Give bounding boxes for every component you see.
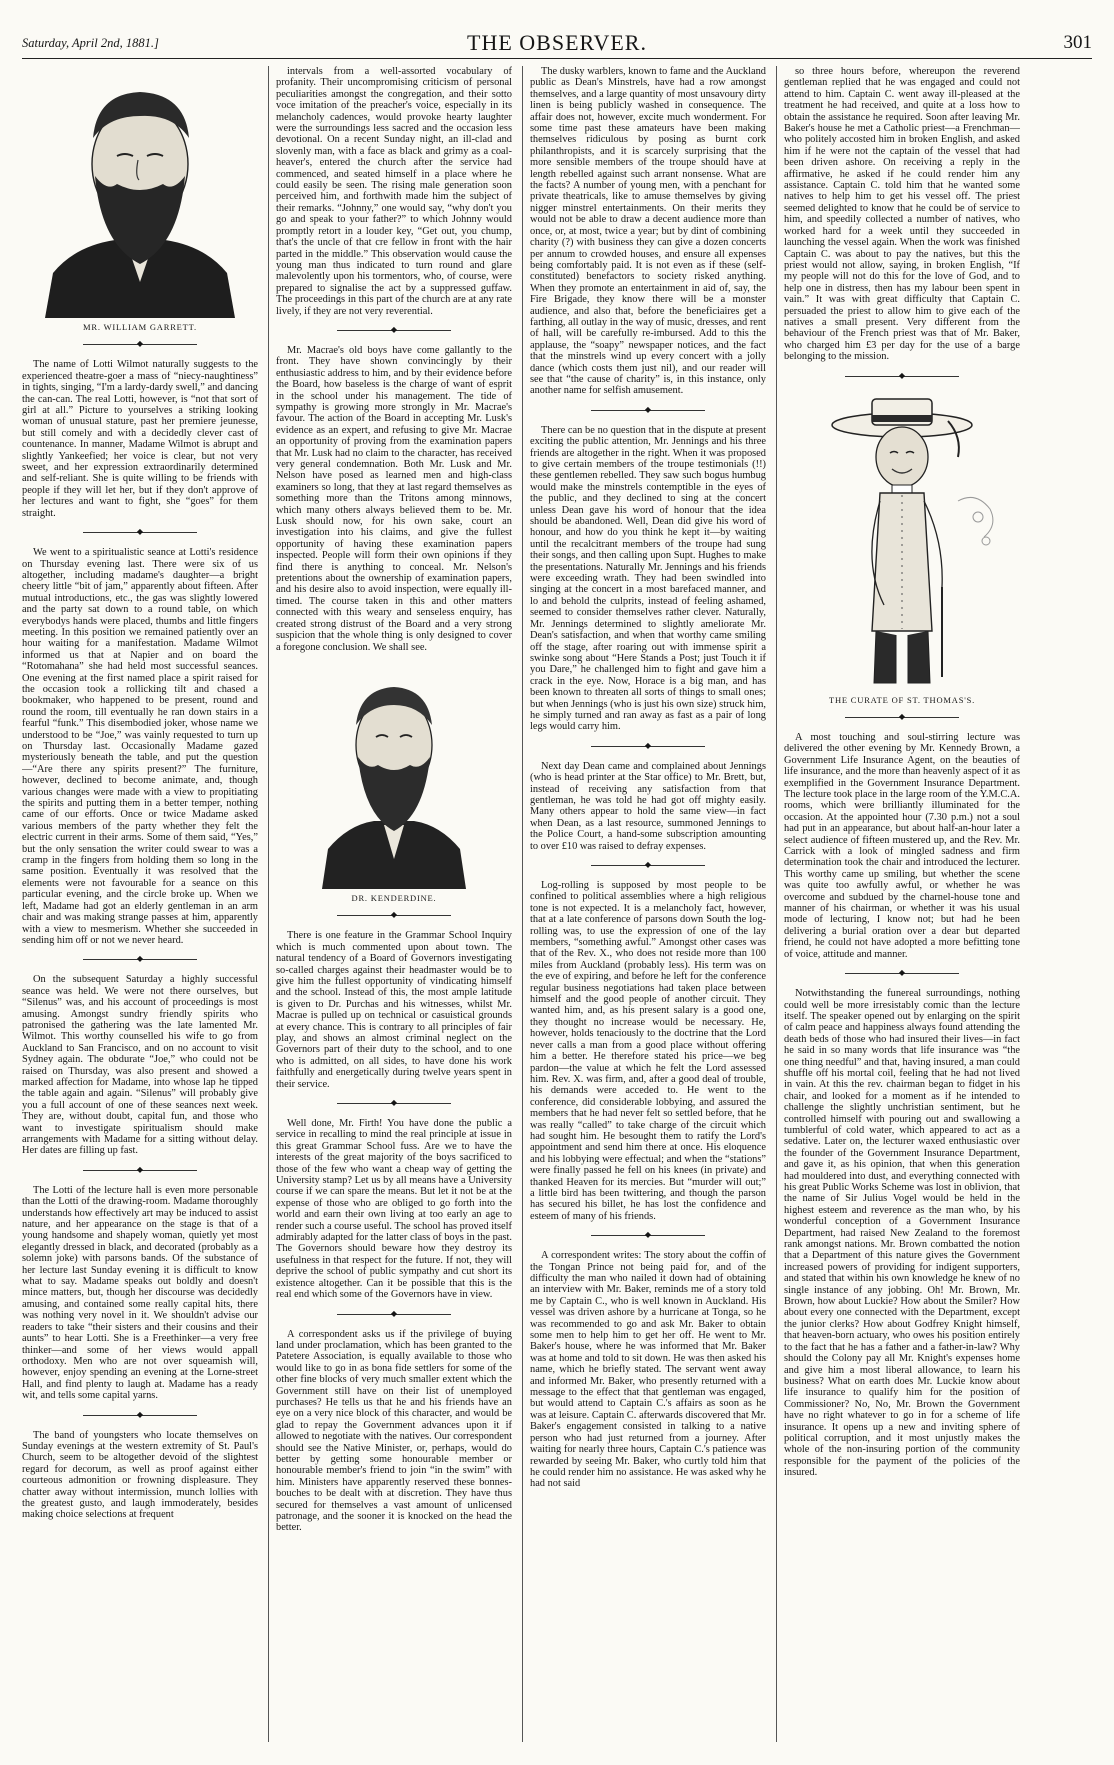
divider bbox=[276, 1307, 512, 1321]
curate-caricature bbox=[792, 391, 1012, 691]
article-paragraph: We went to a spiritualistic seance at Lotti's residence on Thursday evening last. There were six of us altogether, including madame's daughter—a bright cheery little “bit of jam,” apparently about fifteen. After mutual introductions, etc., the gas was slightly lowered and the party sat down to a round table, on which everybodys hands were placed, thumbs and little fingers meeting. In this position we remained patiently over an hour waiting for a manifestation. Madame Wilmot informed us that at Napier and on board the “Rotomahana” she had held most successful seances. One evening at the first named place a spirit raised for the occasion took a rollicking tilt and chased a bookmaker, who happened to be present, round and round the room, till eventually he ran down stairs in a fearful “funk.” This disembodied joker, whose name we understood to be “Joe,” was vainly requested to turn up on Thursday last. Occasionally Madame gazed mysteriously beneath the table, and put the question—“Are there any spirits present?” The furniture, however, declined to become animate, and, though various changes were made with a view to propitiating the spirits and putting them in a better temper, nothing came of our efforts. Once or twice Madame asked various members of the party whether they felt the electric current in their arms. Some of them said, “Yes,” but the only sensation the writer could swear to was a cramp in the fingers from holding them so long in the same position. Eventually it was resolved that the elements were not favourable for a seance on this particular evening, and the circle broke up. When we left, Madame had got an elderly gentleman in an arm chair and was making strange passes at him, apparently with a view to mesmerism. Whether she succeeded in sending him off or not we never heard. bbox=[22, 547, 258, 946]
divider bbox=[276, 323, 512, 337]
article-paragraph: Log-rolling is supposed by most people to be confined to political assemblies where a high religious tone is not expected. It is a melancholy fact, however, that at a late conference of parsons down South the log-rolling was, to use the expression of one of the lay members, “something awful.” Amongst other cases was that of the Rev. X., who does not reside more than 100 miles from Auckland (probably less). His term was on the eve of expiring, and before he left for the conference regular business negotiations had taken place between himself and the good people of another circuit. They wanted him, and, as his present salary is a good one, they thought no increase would be necessary. He, however, holds tenaciously to the doctrine that the Lord never calls a man from a good place without offering him a better. He therefore stated his price—we beg pardon—the value at which he felt the Lord assessed him. Rev. X. was firm, and, after a good deal of trouble, his demands were acceded to. He went to the conference, did considerable lobbying, and assured the members that he had never felt so settled before, that he was really “called” to take charge of the circuit which had sought him. He besought them to ratify the Lord's appointment and send him there at once. His eloquence and his lobbying were effectual; and when the “stations” were finally passed he fell on his knees (in private) and thanked Heaven for its mercies. But “murder will out;” a little bird has been twittering, and though the parson has secured his billet, he has lost the confidence and esteem of many of his friends. bbox=[530, 880, 766, 1222]
divider bbox=[276, 1096, 512, 1110]
divider bbox=[22, 952, 258, 966]
article-paragraph: The band of youngsters who locate themselves on Sunday evenings at the western extremity of St. Paul's Church, seem to be altogether devoid of the slightest regard for decorum, as well as proof against either courteous admonition or frowning displeasure. They chatter away without intermission, munch lollies with the greatest gusto, and laugh immoderately, besides making choice selections at frequent bbox=[22, 1429, 258, 1521]
article-paragraph: The name of Lotti Wilmot naturally suggests to the experienced theatre-goer a mass of “niecy-naughtiness” in tights, singing, “I'm a lardy-dardy swell,” and dancing the can-can. The real Lotti, however, is “not that sort of girl at all.” Picture to yourselves a striking looking woman of unusual stature, past her premiere jeunesse, but still comely and with a decidedly clever cast of countenance. In manner, Madame Wilmot is abrupt and slightly Yankeefied; her voice is clear, but not very sweet, and her expression extraordinarily determined and self-reliant. She is quite willing to be friends with people if they will let her, but if they don't approve of her lectures and want to fight, she “goes” for them straight. bbox=[22, 359, 258, 519]
column-rule bbox=[268, 66, 269, 1742]
article-paragraph: The Lotti of the lecture hall is even more personable than the Lotti of the drawing-room. Madame thoroughly understands how effectively art may be induced to assist nature, and her appearance on the stage is that of a young handsome and shapely woman, quietly yet most elegantly dressed in black, and decorated (probably as a solemn joke) with parsons bands. Of the substance of her lecture last Sunday evening it is difficult to know what to say. Madame speaks out boldly and doesn't mince matters, but, though her discourse was decidedly amusing, and contained some really capital hits, there was nothing very novel in it. We shouldn't advise our readers to take “their sisters and their cousins and their aunts” to hear Lotti. She is a Freethinker—a very free thinker—and some of her views would appall orthodoxy. Men who are not over squeamish will, however, enjoy spending an evening at the Lorne-street Hall, and find plenty to laugh at. Madame has a ready wit, and tells some capital yarns. bbox=[22, 1184, 258, 1402]
article-paragraph: Next day Dean came and complained about Jennings (who is head printer at the Star office) to Mr. Brett, but, instead of receiving any satisfaction from that gentleman, he was told he had got off mighty easily. Many others appear to hold the same view—in fact when Dean, as a last resource, summoned Jennings to the Police Court, a hand-some subscription amounting to over £10 was raised to defray expenses. bbox=[530, 760, 766, 852]
article-paragraph: Mr. Macrae's old boys have come gallantly to the front. They have shown convincingly by their enthusiastic address to him, and by their evidence before the Board, how baseless is the charge of want of esprit in the school under his management. The tide of sympathy is growing more strongly in Mr. Macrae's favour. The action of the Board in accepting Mr. Lusk's evidence as an expert, and refusing to give Mr. Macrae an opportunity of proving from the examination papers that Mr. Lusk had no claim to the character, has received very general condemnation. Both Mr. Lusk and Mr. Nelson have posed as learned men and high-class examiners so long, that they at last regard themselves as something more than the Tritons among minnows, which many others always believed them to be. Mr. Lusk should now, for his own sake, court an investigation into his claims, and give the fullest opportunity of having these examination papers inspected. People will form their own opinions if they find there is anything to conceal. Mr. Nelson's pretentions about the ownership of examination papers, and his desire also to avoid inspection, were equally ill-timed. The course taken in this and other matters connected with this weary and senseless enquiry, has created strong distrust of the Board and a very strong suspicion that the whole thing is only designed to cover a foregone conclusion. We shall see. bbox=[276, 344, 512, 653]
divider bbox=[784, 966, 1020, 980]
divider bbox=[530, 1228, 766, 1242]
page-number: 301 bbox=[1063, 32, 1092, 53]
kenderdine-caption: DR. KENDERDINE. bbox=[351, 892, 437, 903]
article-paragraph: A correspondent asks us if the privilege of buying land under proclamation, which has been granted to the Patetere Association, is equally available to those who would like to go in as bona fide settlers for some of the other fine blocks of very much smaller extent which the Government still have on their list of unemployed purchases? He tells us that he and his friends have an eye on a very nice block of this character, and would be glad to repay the Government advances upon it if allowed to negotiate with the natives. Our correspondent should see the Native Minister, or, perhaps, would do better by getting some honourable member or honourable member's friend to join “in the swim” with him. Ministers have apparently reserved these bonnes-bouches to be dealt with at discretion. They have thus secured for themselves a vast amount of unlicensed patronage, and the sooner it is knocked on the head the better. bbox=[276, 1328, 512, 1534]
article-paragraph: The dusky warblers, known to fame and the Auckland public as Dean's Minstrels, have had a row amongst themselves, and a large quantity of most unsavoury dirty linen is being publicly washed in consequence. The affair does not, however, excite much wonderment. For some time past these amateurs have been making themselves ridiculous by posing as burnt cork philanthropists, and it is scarcely surprising that the more sensible members of the troupe should have at length rebelled against such arrant nonsense. What are the facts? A number of young men, with a penchant for private theatricals, like to amuse themselves by giving nigger minstrel entertainments. On their merits they would not be able to draw a decent audience more than once, or, at most, twice a year; but by dint of combining charity (?) with business they can give a dozen concerts per annum to crowded houses, and ensure all expenses being comfortably paid. It is not even as if these (self-constituted) benefactors to society risked anything. When they promote an entertainment in aid of, say, the Fire Brigade, they know there will be a monster audience, and also that, before the beneficiaires get a farthing, all outlay in the way of music, dresses, and rent of hall, will be carefully re-imbursed. Add to this the applause, the “soapy” newspaper notices, and the fact that the minstrels wind up every concert with a jolly dance (which costs them just nil), and our reader will see that “the cause of charity” is, in this instance, only another name for selfish amusement. bbox=[530, 66, 766, 397]
divider bbox=[22, 1408, 258, 1422]
divider bbox=[530, 739, 766, 753]
article-paragraph: There can be no question that in the dispute at present exciting the public attention, Mr. Jennings and his three friends are altogether in the right. When it was proposed to give certain members of the troupe testimonials (!!) these gentlemen rebelled. They saw such bogus humbug would make the minstrels contemptible in the eyes of the public, and they declined to sing at the concert unless Dean gave his word of honour that the idea should be abandoned. Well, Dean did give his word of honour, and how do you think he kept it—by waiting until the recalcitrant members of the troupe had sung their songs, and then calling upon Supt. Hughes to make the presentations. Naturally Mr. Jennings and his friends were exceeding wrath. They had been swindled into singing at the concert in a most barefaced manner, and lo and behold the culprits, instead of feeling ashamed, seemed to consider themselves rather clever. Naturally, Mr. Jennings determined to slightly ameliorate Mr. Dean's satisfaction, and when that worthy came smiling off the stage, after roaring out with immense spirit a swinke song about “Here Stands a Post; just Touch it if you Dare,” he challenged him to fight and gave him a crack in the eye. Now, Horace is a big man, and has been known to threaten all sorts of things to small ones; but when Jennings (who is just his own size) struck him, he simply turned and ran away as fast as a pair of long legs would carry him. bbox=[530, 424, 766, 733]
issue-date: Saturday, April 2nd, 1881.] bbox=[22, 36, 159, 50]
masthead bbox=[22, 30, 1092, 59]
divider bbox=[276, 908, 512, 922]
article-paragraph: On the subsequent Saturday a highly successful seance was held. We were not there ourselves, but “Silenus” was, and his account of proceedings is most amusing. Amongst sundry friendly spirits who patronised the gathering was the late lamented Mr. Wilmot. This worthy counselled his wife to go from Auckland to San Francisco, and on no account to visit Sydney again. The obdurate “Joe,” who could not be raised on Thursday, was also present and showed a marked affection for Madame, into whose lap he tipped the table again and again. “Silenus” will probably give you a full account of one of these seances next week. They are, without doubt, capital fun, and those who want to investigate spiritualism should make arrangements with Madame for a sitting without delay. Her dates are filling up fast. bbox=[22, 974, 258, 1157]
article-paragraph: intervals from a well-assorted vocabulary of profanity. Their uncompromising criticism of personal peculiarities amongst the congregation, and their sotto voce imitation of the preacher's voice, especially in its melancholy cadences, would provoke hearty laughter were the surroundings less sacred and the occasion less devotional. On a recent Sunday night, an ill-clad and slovenly man, with a face as black and grimy as a coal-heaver's, entered the church after the service had commenced, and seated himself in a place where he could easily be seen. The rising male generation soon perceived him, and forthwith made him the subject of their remarks. “Johnny,” one would say, “why don't you go and speak to your father?” to which Johnny would promptly retort in a louder key, “Get out, you chump, that's the uncle of that cre fellow in front with the hair parted in the middle.” This observation would cause the young man thus indicated to turn round and glare malevolently upon his tormentors, who, of course, were prepared to signalise the act by a suppressed guffaw. The proceedings in this part of the church are at any rate lively, if they are not very reverential. bbox=[276, 66, 512, 317]
divider bbox=[530, 403, 766, 417]
newspaper-title: THE OBSERVER. bbox=[467, 30, 647, 55]
column-3 bbox=[530, 66, 766, 1742]
kenderdine-portrait bbox=[314, 659, 474, 889]
column-rule bbox=[776, 66, 777, 1742]
column-rule bbox=[522, 66, 523, 1742]
article-paragraph: There is one feature in the Grammar School Inquiry which is much commented upon about town. The natural tendency of a Board of Governors investigating so-called charges against their headmaster would be to give him the fullest opportunity of vindicating himself and the school. Instead of this, the most ample latitude is given to Dr. Purchas and his witnesses, whilst Mr. Macrae is pulled up on technical or casuistical grounds at every chance. This is contrary to all principles of fair play, and shows an almost criminal neglect on the Governors part of their duty to the school, and to one who is admitted, on all sides, to have done his work faithfully and energetically during twelve years spent in their service. bbox=[276, 930, 512, 1090]
curate-caption: THE CURATE OF ST. THOMAS'S. bbox=[828, 694, 976, 705]
divider bbox=[22, 1163, 258, 1177]
divider bbox=[530, 858, 766, 872]
divider bbox=[784, 710, 1020, 724]
article-paragraph: so three hours before, whereupon the reverend gentleman replied that he was engaged and could not attend to him. Captain C. went away ill-pleased at the treatment he had received, and quite at a loss how to obtain the assistance he required. Soon after leaving Mr. Baker's house he met a Catholic priest—a Frenchman—who politely accosted him in broken English, and asked him if he were not the captain of the vessel that had been driven ashore. On receiving a reply in the affirmative, he asked if he could render him any assistance. Captain C. told him that he wanted some natives to help him to get his vessel off. The priest seemed delighted to know that he could be of service to him, and speedily collected a number of natives, who worked hard for a week until they succeeded in launching the vessel again. When the work was finished Captain C. was about to pay the natives, but this the priest would not allow, saying, in broken English, “If my people will not do this for the love of God, and to help one in distress, then has my labour been spent in vain.” It was with great difficulty that Captain C. persuaded the priest to allow him to give each of the natives a small present. Very different from the behaviour of the French priest was that of Mr. Baker, who charged him £3 per day for the use of a barge belonging to the mission. bbox=[784, 66, 1020, 363]
column-2 bbox=[276, 66, 512, 1742]
divider bbox=[784, 369, 1020, 383]
article-paragraph: A most touching and soul-stirring lecture was delivered the other evening by Mr. Kennedy Brown, a Government Life Insurance Agent, on the beauties of life insurance, and the more than heavenly aspect of it as exemplified in the Government Insurance Department. The lecture took place in the large room of the Y.M.C.A. rooms, which were brilliantly illuminated for the occasion. At the appointed hour (7.30 p.m.) not a soul had put in an appearance, but about half-an-hour later a select audience of fifteen mustered up, and the Rev. Mr. Carrick with a look of mingled sadness and firm determination took the chair and introduced the lecturer. This worthy came up smiling, but whether the scene was quite too awfully awful, or whether he was overcome and subdued by the charnel-house tone and manner of his chairman, or whether it was his usual mode of lecturing, I know not; but had he been delivering a burial oration over a dear but departed friend, he could not have adopted a more befitting tone of voice, attitude and manner. bbox=[784, 731, 1020, 960]
garrett-caption: MR. WILLIAM GARRETT. bbox=[83, 322, 197, 332]
divider bbox=[22, 525, 258, 539]
article-paragraph: A correspondent writes: The story about the coffin of the Tongan Prince not being paid for, and of the difficulty the man who nailed it down had of obtaining an interview with Mr. Baker, reminds me of a story told me by Captain C., who is well known in Auckland. His vessel was driven ashore by a hurricane at Tonga, so he was recommended to go and ask Mr. Baker to obtain some men to help him to get her off. He went to Mr. Baker's house, where he was informed that Mr. Baker was at home and told to sit down. He was then asked his name, which he briefly stated. The servant went away and informed Mr. Baker, who presently returned with a message to the effect that that gentleman was engaged, but would attend to Captain C.'s affairs as soon as he was at leisure. Captain C. afterwards discovered that Mr. Baker's engagement consisted in talking to a native person who had just returned from a journey. After waiting for nearly three hours, Captain C.'s patience was rewarded by seeing Mr. Baker, who curtly told him that he could render him no assistance. He was asked why he had not said bbox=[530, 1250, 766, 1490]
article-paragraph: Notwithstanding the funereal surroundings, nothing could well be more irresistably comic than the lecture itself. The speaker opened out by enlarging on the spirit of calm peace and happiness always found attending the death beds of those who had insured their lives—in fact he said in so many words that life insurance was “the one thing needful” and that, having insured, a man could shuffle off his mortal coil, feeling that he had not lived in vain. At this the rev. chairman began to fidget in his chair, and looked for a moment as if he intended to challenge the slightly unchristian sentiment, but he controlled himself with pouring out and swallowing a tumblerful of cold water, which appeared to act as a sedative. Later on, the lecturer waxed enthusiastic over the founder of the Government Insurance Department, and gave it, as his opinion, that when this generation had mouldered into dust, and everything connected with his great Public Works Scheme was lost in oblivion, that the name of Sir Julius Vogel would be held in the highest esteem and reverence as the man who, by his wonderful conception of a Government Insurance Department, had raised New Zealand to the foremost rank amongst nations. Mr. Brown combatted the notion that a Department of this nature gives the Government increased powers of providing for indigent supporters, and stated that within his own knowledge he knew of no single instance of any jobbing. Oh! Mr. Brown, Mr. Brown, how about Luckie? How about the Smiler? How about every one connected with the Department, except the junior clerks? How about Godfrey Knight himself, that heaven-born actuary, who owes his position entirely to the fact that he has a father and a father-in-law? Why should the Colony pay all Mr. Knight's expenses home and give him a most liberal allowance, to learn his business? What on earth does Mr. Luckie know about life insurance to qualify him for the position of Commissioner? No, No, Mr. Brown the Government have no right whatever to go in for a scheme of life insurance. It opens up a new and inviting sphere of political corruption, and it most unjustly makes the whole of the non-insuring portion of the community responsible for the payment of the policies of the insured. bbox=[784, 988, 1020, 1479]
divider bbox=[22, 337, 258, 351]
article-paragraph: Well done, Mr. Firth! You have done the public a service in recalling to mind the real principle at issue in this great Grammar School fuss. Are we to have the interests of the great majority of the boys sacrificed to those of the few who want a cheap way of getting the University stamp? Let us by all means have a University course if we can spare the means. But let it not be at the expense of those who are obliged to go forth into the world and earn their own living at too early an age to render such a course useful. The school has proved itself admirably adapted for the latter class of boys in the past. The Governors should beware how they destroy its usefulness in that respect for the future. If not, they will deprive the school of public sympathy and cut short its existence altogether. Can it be possible that this is the real end which some of the Governors have in view. bbox=[276, 1118, 512, 1301]
column-1 bbox=[22, 66, 258, 1742]
garrett-portrait bbox=[35, 68, 245, 318]
column-4 bbox=[784, 66, 1020, 1742]
